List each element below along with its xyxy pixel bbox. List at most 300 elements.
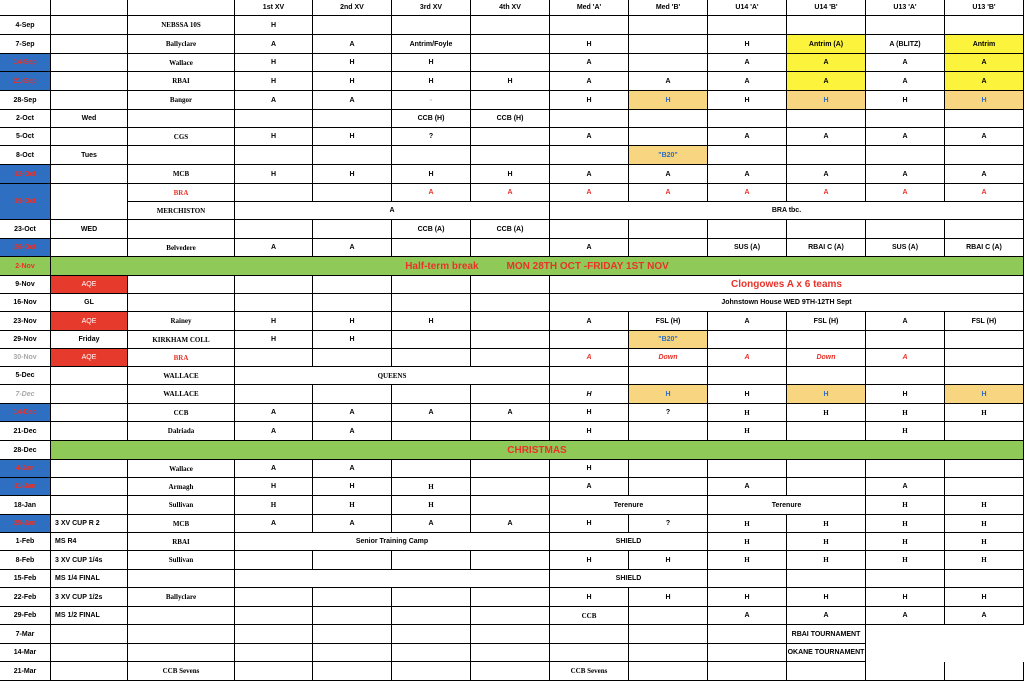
fixture-cell[interactable]: H	[945, 551, 1024, 570]
fixture-cell[interactable]	[945, 478, 1024, 496]
fixture-cell[interactable]	[392, 662, 471, 681]
merged-cell[interactable]	[235, 570, 550, 588]
fixture-cell[interactable]: CCB (H)	[471, 110, 550, 128]
fixture-cell[interactable]: A	[629, 165, 708, 184]
opponent-cell[interactable]: Wallace	[128, 460, 235, 478]
fixture-cell[interactable]	[471, 588, 550, 607]
fixture-cell[interactable]: CCB (A)	[471, 220, 550, 239]
fixture-cell[interactable]	[392, 607, 471, 625]
fixture-cell[interactable]: H	[235, 478, 313, 496]
fixture-cell[interactable]: CCB (A)	[392, 220, 471, 239]
fixture-cell[interactable]: A	[866, 128, 945, 146]
fixture-cell[interactable]: H	[866, 533, 945, 551]
fixture-cell[interactable]: H	[787, 551, 866, 570]
fixture-cell[interactable]: H	[945, 385, 1024, 404]
fixture-cell[interactable]: H	[550, 588, 629, 607]
fixture-cell[interactable]	[629, 54, 708, 72]
fixture-cell[interactable]	[787, 367, 866, 385]
fixture-cell[interactable]: H	[313, 128, 392, 146]
fixture-cell[interactable]	[708, 16, 787, 35]
fixture-cell[interactable]: H	[392, 54, 471, 72]
fixture-cell[interactable]	[629, 460, 708, 478]
date-cell[interactable]: 22-Feb	[0, 588, 51, 607]
day-cell[interactable]	[51, 625, 128, 644]
date-cell[interactable]: 29-Feb	[0, 607, 51, 625]
fixture-cell[interactable]: A	[945, 72, 1024, 91]
fixture-cell[interactable]	[629, 220, 708, 239]
fixture-cell[interactable]	[708, 644, 787, 662]
fixture-cell[interactable]: A	[945, 128, 1024, 146]
fixture-cell[interactable]: H	[866, 515, 945, 533]
fixture-cell[interactable]	[945, 331, 1024, 349]
day-cell[interactable]	[51, 367, 128, 385]
fixture-cell[interactable]: A	[235, 35, 313, 54]
fixture-cell[interactable]	[945, 422, 1024, 441]
fixture-cell[interactable]: A	[629, 72, 708, 91]
opponent-cell[interactable]: Armagh	[128, 478, 235, 496]
fixture-cell[interactable]	[471, 54, 550, 72]
fixture-cell[interactable]: H	[708, 588, 787, 607]
fixture-cell[interactable]	[235, 644, 313, 662]
fixture-cell[interactable]: "B20"	[629, 146, 708, 165]
fixture-cell[interactable]	[471, 146, 550, 165]
fixture-cell[interactable]: A	[866, 184, 945, 202]
fixture-cell[interactable]	[629, 110, 708, 128]
fixture-cell[interactable]: A	[392, 404, 471, 422]
fixture-cell[interactable]	[787, 662, 866, 681]
date-cell[interactable]: 5-Dec	[0, 367, 51, 385]
fixture-cell[interactable]	[392, 588, 471, 607]
fixture-cell[interactable]: A	[787, 54, 866, 72]
fixture-cell[interactable]: H	[235, 72, 313, 91]
fixture-cell[interactable]	[313, 349, 392, 367]
fixture-cell[interactable]	[550, 16, 629, 35]
fixture-cell[interactable]: H	[787, 91, 866, 110]
day-cell[interactable]	[51, 239, 128, 257]
fixture-cell[interactable]: A	[313, 35, 392, 54]
fixture-cell[interactable]	[471, 644, 550, 662]
header-team[interactable]: U14 'A'	[708, 0, 787, 16]
fixture-cell[interactable]	[550, 367, 629, 385]
fixture-cell[interactable]	[708, 625, 787, 644]
fixture-cell[interactable]	[471, 239, 550, 257]
fixture-cell[interactable]	[471, 478, 550, 496]
opponent-cell[interactable]: Rainey	[128, 312, 235, 331]
day-cell[interactable]: WED	[51, 220, 128, 239]
opponent-cell[interactable]	[128, 644, 235, 662]
fixture-cell[interactable]	[787, 16, 866, 35]
fixture-cell[interactable]	[866, 146, 945, 165]
fixture-cell[interactable]	[471, 385, 550, 404]
fixture-cell[interactable]: H	[392, 478, 471, 496]
fixture-cell[interactable]	[945, 570, 1024, 588]
opponent-cell[interactable]: WALLACE	[128, 367, 235, 385]
fixture-cell[interactable]: H	[866, 385, 945, 404]
header-team[interactable]: U13 'A'	[866, 0, 945, 16]
fixture-cell[interactable]: A	[708, 607, 787, 625]
date-cell[interactable]: 23-Oct	[0, 220, 51, 239]
fixture-cell[interactable]: H	[787, 385, 866, 404]
fixture-cell[interactable]	[471, 422, 550, 441]
fixture-cell[interactable]	[550, 625, 629, 644]
header-team[interactable]: 3rd XV	[392, 0, 471, 16]
fixture-cell[interactable]	[392, 385, 471, 404]
date-cell[interactable]: 2-Oct	[0, 110, 51, 128]
fixture-cell[interactable]	[945, 146, 1024, 165]
date-cell[interactable]: 9-Nov	[0, 276, 51, 294]
fixture-cell[interactable]	[392, 146, 471, 165]
fixture-cell[interactable]: A	[313, 91, 392, 110]
fixture-cell[interactable]	[866, 220, 945, 239]
header-team[interactable]: 1st XV	[235, 0, 313, 16]
fixture-cell[interactable]: H	[235, 16, 313, 35]
date-cell[interactable]: 29-Nov	[0, 331, 51, 349]
fixture-cell[interactable]	[945, 662, 1024, 681]
fixture-cell[interactable]: H	[313, 72, 392, 91]
training-camp-cell[interactable]: Senior Training Camp	[235, 533, 550, 551]
fixture-cell[interactable]: A	[945, 54, 1024, 72]
fixture-cell[interactable]: CCB (H)	[392, 110, 471, 128]
opponent-cell[interactable]: WALLACE	[128, 385, 235, 404]
opponent-cell[interactable]	[128, 220, 235, 239]
fixture-cell[interactable]: A	[471, 184, 550, 202]
fixture-cell[interactable]	[471, 496, 550, 515]
fixture-cell[interactable]	[313, 551, 392, 570]
day-cell[interactable]	[51, 460, 128, 478]
date-cell[interactable]: 8-Feb	[0, 551, 51, 570]
fixture-cell[interactable]: SUS (A)	[708, 239, 787, 257]
fixture-cell[interactable]: H	[550, 35, 629, 54]
fixture-cell[interactable]: Down	[629, 349, 708, 367]
opponent-cell[interactable]: RBAI	[128, 533, 235, 551]
opponent-cell[interactable]: CCB	[128, 404, 235, 422]
fixture-cell[interactable]: "B20"	[629, 331, 708, 349]
fixture-cell[interactable]	[787, 460, 866, 478]
date-cell[interactable]: 26-Oct	[0, 239, 51, 257]
day-cell[interactable]	[51, 404, 128, 422]
opponent-cell[interactable]: Sullivan	[128, 551, 235, 570]
fixture-cell[interactable]	[313, 294, 392, 312]
fixture-cell[interactable]: RBAI C (A)	[945, 239, 1024, 257]
fixture-cell[interactable]: H	[313, 165, 392, 184]
fixture-cell[interactable]: A	[708, 349, 787, 367]
fixture-cell[interactable]: A	[708, 184, 787, 202]
fixture-cell[interactable]: H	[787, 533, 866, 551]
fixture-cell[interactable]: A	[471, 515, 550, 533]
shield-cell[interactable]: SHIELD	[550, 570, 708, 588]
date-cell[interactable]: 7-Dec	[0, 385, 51, 404]
fixture-cell[interactable]	[945, 367, 1024, 385]
fixture-cell[interactable]: H	[235, 165, 313, 184]
fixture-cell[interactable]: H	[945, 404, 1024, 422]
fixture-cell[interactable]	[235, 625, 313, 644]
fixture-cell[interactable]	[471, 625, 550, 644]
fixture-cell[interactable]: Antrim/Foyle	[392, 35, 471, 54]
fixture-cell[interactable]	[629, 644, 708, 662]
day-cell[interactable]: MS 1/2 FINAL	[51, 607, 128, 625]
fixture-cell[interactable]: A	[945, 607, 1024, 625]
fixture-cell[interactable]: A (BLITZ)	[866, 35, 945, 54]
fixture-cell[interactable]: Antrim	[945, 35, 1024, 54]
fixture-cell[interactable]: A	[550, 128, 629, 146]
opponent-cell[interactable]: CGS	[128, 128, 235, 146]
fixture-cell[interactable]	[787, 331, 866, 349]
fixture-cell[interactable]	[866, 367, 945, 385]
fixture-cell[interactable]	[787, 110, 866, 128]
fixture-cell[interactable]	[392, 276, 471, 294]
fixture-cell[interactable]	[550, 331, 629, 349]
fixture-cell[interactable]: H	[550, 551, 629, 570]
fixture-cell[interactable]: H	[787, 404, 866, 422]
fixture-cell[interactable]	[313, 146, 392, 165]
fixture-cell[interactable]	[708, 331, 787, 349]
fixture-cell[interactable]	[866, 331, 945, 349]
fixture-cell[interactable]: H	[708, 422, 787, 441]
fixture-cell[interactable]	[471, 294, 550, 312]
opponent-cell[interactable]	[128, 146, 235, 165]
fixture-cell[interactable]	[392, 294, 471, 312]
fixture-cell[interactable]	[629, 662, 708, 681]
fixture-cell[interactable]: A	[550, 312, 629, 331]
fixture-cell[interactable]	[629, 239, 708, 257]
merged-cell[interactable]: BRA tbc.	[550, 202, 1024, 220]
fixture-cell[interactable]	[945, 110, 1024, 128]
fixture-cell[interactable]	[392, 460, 471, 478]
fixture-cell[interactable]	[471, 128, 550, 146]
merged-cell[interactable]: QUEENS	[235, 367, 550, 385]
fixture-cell[interactable]: H	[945, 515, 1024, 533]
date-cell[interactable]: 28-Dec	[0, 441, 51, 460]
date-cell[interactable]: 16-Nov	[0, 294, 51, 312]
date-cell[interactable]: 14-Dec	[0, 404, 51, 422]
fixture-cell[interactable]: A	[313, 422, 392, 441]
fixture-cell[interactable]: A	[313, 515, 392, 533]
fixture-cell[interactable]: H	[550, 515, 629, 533]
day-cell[interactable]: Friday	[51, 331, 128, 349]
day-cell[interactable]: Tues	[51, 146, 128, 165]
fixture-cell[interactable]: H	[471, 72, 550, 91]
day-cell[interactable]	[51, 91, 128, 110]
fixture-cell[interactable]: A	[708, 72, 787, 91]
fixture-cell[interactable]: H	[235, 54, 313, 72]
fixture-cell[interactable]: H	[392, 72, 471, 91]
fixture-cell[interactable]: H	[550, 422, 629, 441]
date-cell[interactable]: 18-Jan	[0, 496, 51, 515]
fixture-cell[interactable]: H	[787, 515, 866, 533]
date-cell[interactable]: 5-Oct	[0, 128, 51, 146]
fixture-cell[interactable]	[235, 220, 313, 239]
fixture-cell[interactable]: H	[866, 91, 945, 110]
fixture-cell[interactable]: H	[708, 404, 787, 422]
day-cell[interactable]	[51, 385, 128, 404]
fixture-cell[interactable]: A	[235, 239, 313, 257]
fixture-cell[interactable]: A	[866, 54, 945, 72]
fixture-cell[interactable]	[313, 110, 392, 128]
fixture-cell[interactable]	[866, 460, 945, 478]
fixture-cell[interactable]: H	[313, 312, 392, 331]
fixture-cell[interactable]	[235, 588, 313, 607]
opponent-cell[interactable]	[128, 294, 235, 312]
fixture-cell[interactable]	[787, 422, 866, 441]
fixture-cell[interactable]	[313, 588, 392, 607]
fixture-cell[interactable]: A	[235, 91, 313, 110]
fixture-cell[interactable]	[629, 128, 708, 146]
fixture-cell[interactable]: H	[550, 404, 629, 422]
fixture-cell[interactable]: A	[787, 128, 866, 146]
fixture-cell[interactable]	[629, 625, 708, 644]
fixture-cell[interactable]: RBAI C (A)	[787, 239, 866, 257]
fixture-cell[interactable]	[629, 367, 708, 385]
fixture-cell[interactable]	[235, 294, 313, 312]
fixture-cell[interactable]	[866, 662, 945, 681]
day-cell[interactable]: AQE	[51, 312, 128, 331]
header-team[interactable]: 2nd XV	[313, 0, 392, 16]
opponent-cell[interactable]: BRA	[128, 349, 235, 367]
fixture-cell[interactable]	[708, 220, 787, 239]
fixture-cell[interactable]	[235, 276, 313, 294]
opponent-cell[interactable]	[128, 276, 235, 294]
day-cell[interactable]: Wed	[51, 110, 128, 128]
fixture-cell[interactable]: A	[550, 478, 629, 496]
fixture-cell[interactable]	[708, 367, 787, 385]
fixture-cell[interactable]	[235, 184, 313, 202]
opponent-cell[interactable]: MCB	[128, 165, 235, 184]
day-cell[interactable]	[51, 496, 128, 515]
opponent-cell[interactable]: Ballyclare	[128, 588, 235, 607]
header-team[interactable]: 4th XV	[471, 0, 550, 16]
header-team[interactable]: U13 'B'	[945, 0, 1024, 16]
date-cell[interactable]: 19-Oct	[0, 184, 51, 220]
day-cell[interactable]: 3 XV CUP 1/4s	[51, 551, 128, 570]
day-cell[interactable]: AQE	[51, 276, 128, 294]
fixture-cell[interactable]: H	[629, 551, 708, 570]
date-cell[interactable]: 21-Mar	[0, 662, 51, 681]
fixture-cell[interactable]: H	[708, 35, 787, 54]
fixture-cell[interactable]: A	[787, 72, 866, 91]
fixture-cell[interactable]	[235, 385, 313, 404]
fixture-cell[interactable]	[629, 478, 708, 496]
merged-cell[interactable]: A	[235, 202, 550, 220]
fixture-cell[interactable]	[235, 662, 313, 681]
fixture-cell[interactable]: A	[866, 72, 945, 91]
fixture-cell[interactable]	[471, 607, 550, 625]
fixture-cell[interactable]	[313, 385, 392, 404]
fixture-cell[interactable]	[392, 625, 471, 644]
fixture-cell[interactable]: H	[392, 496, 471, 515]
day-cell[interactable]	[51, 128, 128, 146]
fixture-cell[interactable]	[708, 146, 787, 165]
fixture-cell[interactable]: A	[471, 404, 550, 422]
day-cell[interactable]: AQE	[51, 349, 128, 367]
fixture-cell[interactable]	[787, 146, 866, 165]
fixture-cell[interactable]: A	[866, 349, 945, 367]
fixture-cell[interactable]: H	[550, 460, 629, 478]
fixture-cell[interactable]	[235, 607, 313, 625]
fixture-cell[interactable]: H	[708, 533, 787, 551]
day-cell[interactable]: 3 XV CUP 1/2s	[51, 588, 128, 607]
fixture-cell[interactable]: H	[313, 496, 392, 515]
fixture-cell[interactable]: H	[708, 515, 787, 533]
fixture-cell[interactable]: H	[313, 331, 392, 349]
date-cell[interactable]: 2-Nov	[0, 257, 51, 276]
fixture-cell[interactable]	[471, 16, 550, 35]
day-cell[interactable]	[51, 662, 128, 681]
fixture-cell[interactable]: H	[629, 91, 708, 110]
fixture-cell[interactable]	[550, 220, 629, 239]
fixture-cell[interactable]: A	[708, 478, 787, 496]
fixture-cell[interactable]: H	[235, 312, 313, 331]
date-cell[interactable]: 11-Jan	[0, 478, 51, 496]
fixture-cell[interactable]: A	[787, 607, 866, 625]
fixture-cell[interactable]: A	[708, 128, 787, 146]
fixture-cell[interactable]: A	[313, 404, 392, 422]
fixture-cell[interactable]	[471, 460, 550, 478]
fixture-cell[interactable]: A	[787, 184, 866, 202]
fixture-cell[interactable]: A	[866, 165, 945, 184]
fixture-cell[interactable]: A	[235, 422, 313, 441]
fixture-cell[interactable]: Antrim (A)	[787, 35, 866, 54]
opponent-cell[interactable]	[128, 607, 235, 625]
day-cell[interactable]	[51, 35, 128, 54]
date-cell[interactable]: 21-Sep	[0, 72, 51, 91]
fixture-cell[interactable]: H	[313, 54, 392, 72]
date-cell[interactable]: 8-Oct	[0, 146, 51, 165]
fixture-cell[interactable]: A	[550, 72, 629, 91]
fixture-cell[interactable]: H	[392, 312, 471, 331]
header-team[interactable]: Med 'A'	[550, 0, 629, 16]
fixture-cell[interactable]	[392, 16, 471, 35]
fixture-cell[interactable]: FSL (H)	[629, 312, 708, 331]
fixture-cell[interactable]: H	[945, 496, 1024, 515]
fixture-cell[interactable]: H	[945, 588, 1024, 607]
fixture-cell[interactable]: H	[945, 91, 1024, 110]
date-cell[interactable]: 7-Sep	[0, 35, 51, 54]
opponent-cell[interactable]: KIRKHAM COLL	[128, 331, 235, 349]
fixture-cell[interactable]: H	[235, 496, 313, 515]
fixture-cell[interactable]: H	[787, 588, 866, 607]
date-cell[interactable]: 7-Mar	[0, 625, 51, 644]
fixture-cell[interactable]: H	[313, 478, 392, 496]
fixture-cell[interactable]	[550, 146, 629, 165]
date-cell[interactable]: 4-Jan	[0, 460, 51, 478]
fixture-cell[interactable]	[235, 146, 313, 165]
fixture-cell[interactable]: ?	[629, 515, 708, 533]
fixture-cell[interactable]	[945, 460, 1024, 478]
day-cell[interactable]	[51, 422, 128, 441]
day-cell[interactable]	[51, 184, 128, 220]
fixture-cell[interactable]: A	[629, 184, 708, 202]
fixture-cell[interactable]: H	[550, 385, 629, 404]
day-cell[interactable]	[51, 54, 128, 72]
fixture-cell[interactable]: A	[866, 478, 945, 496]
fixture-cell[interactable]: A	[235, 404, 313, 422]
opponent-cell[interactable]: NEBSSA 10S	[128, 16, 235, 35]
day-cell[interactable]	[51, 165, 128, 184]
fixture-cell[interactable]	[235, 110, 313, 128]
fixture-cell[interactable]	[471, 312, 550, 331]
fixture-cell[interactable]: A	[708, 54, 787, 72]
fixture-cell[interactable]	[471, 331, 550, 349]
opponent-cell[interactable]: Ballyclare	[128, 35, 235, 54]
fixture-cell[interactable]	[708, 662, 787, 681]
day-cell[interactable]: MS 1/4 FINAL	[51, 570, 128, 588]
fixture-cell[interactable]: H	[866, 404, 945, 422]
day-cell[interactable]: MS R4	[51, 533, 128, 551]
fixture-cell[interactable]	[313, 276, 392, 294]
fixture-cell[interactable]: H	[945, 533, 1024, 551]
date-cell[interactable]: 1-Feb	[0, 533, 51, 551]
fixture-cell[interactable]	[866, 570, 945, 588]
